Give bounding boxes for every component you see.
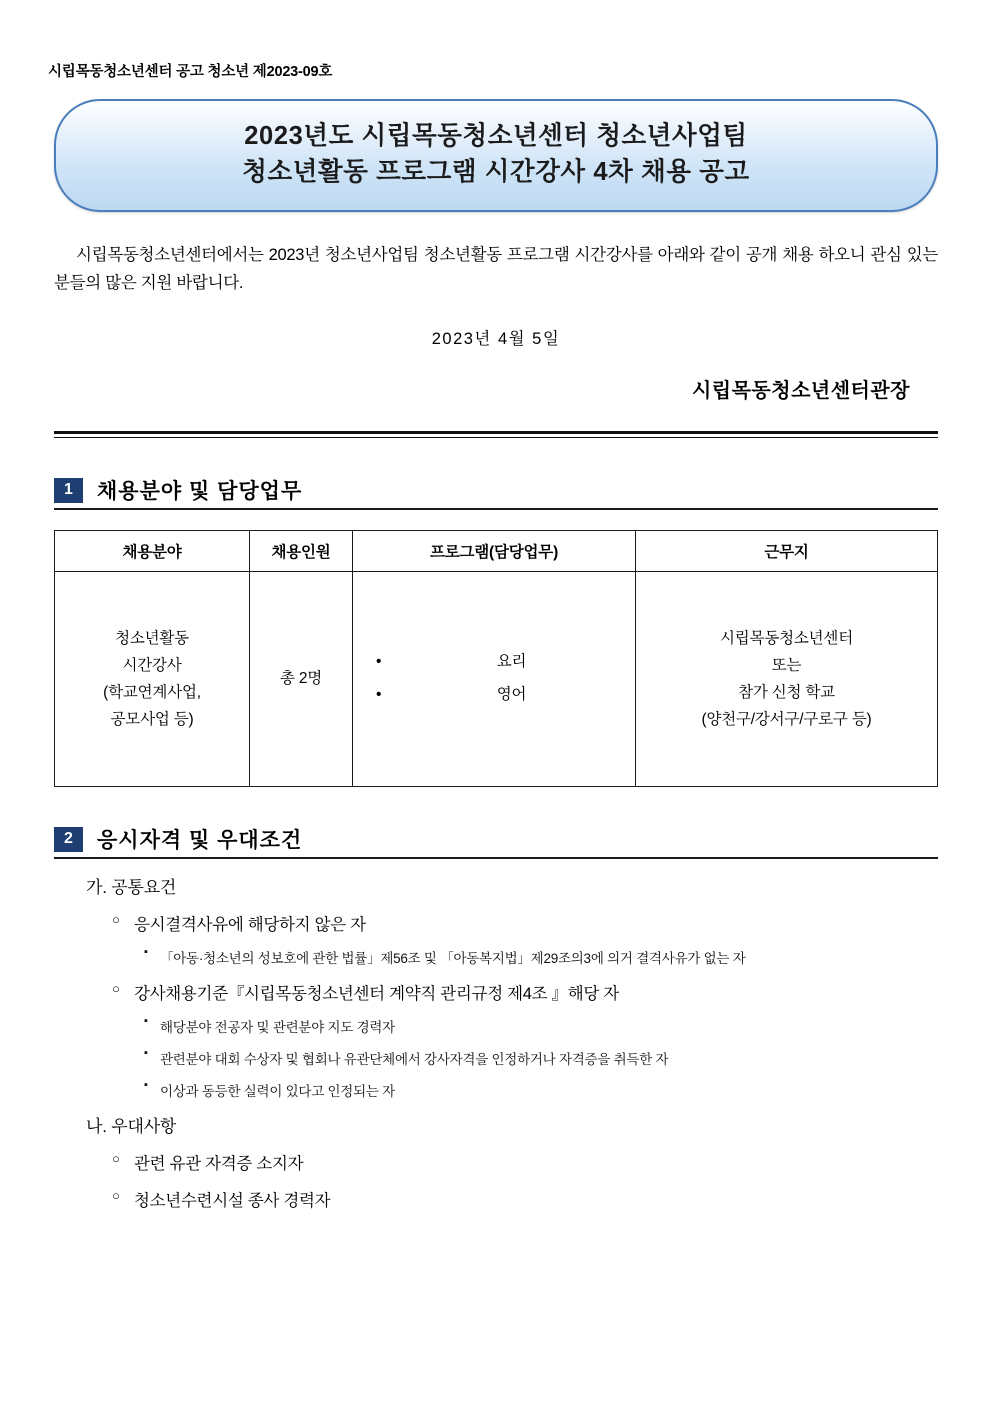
table-header-headcount: 채용인원 — [250, 530, 353, 571]
qualification-item: ○ 관련 유관 자격증 소지자 — [112, 1150, 938, 1174]
location-line-2: 또는 — [771, 656, 802, 674]
field-line-3: (학교연계사업, — [103, 683, 201, 701]
location-line-4: (양천구/강서구/구로구 등) — [701, 710, 872, 728]
program-item: • 영어 — [389, 679, 634, 712]
title-line-1: 2023년도 시립목동청소년센터 청소년사업팀 — [244, 122, 748, 150]
section-recruitment-field — [48, 478, 944, 787]
intro-paragraph: 시립목동청소년센터에서는 2023년 청소년사업팀 청소년활동 프로그램 시간강사를 아래와 같이 공개 채용 하오니 관심 있는 분들의 많은 지원 바랍니다. — [54, 246, 938, 292]
cell-location — [636, 571, 938, 786]
section2-header — [54, 827, 938, 859]
issuer-signature: 시립목동청소년센터관장 — [691, 379, 910, 402]
qualification-subitem: ▪ 이상과 동등한 실력이 있다고 인정되는 자 — [144, 1080, 938, 1100]
location-line-1: 시립목동청소년센터 — [720, 629, 853, 647]
location-line-3: 참가 신청 학교 — [738, 683, 835, 701]
section-qualifications — [48, 827, 944, 1211]
table-header-program: 프로그램(담당업무) — [353, 530, 636, 571]
qualification-item: ○ 응시결격사유에 해당하지 않은 자 — [112, 911, 938, 935]
announcement-date: 2023년 4월 5일 — [431, 329, 561, 348]
program-item: • 요리 — [389, 646, 634, 679]
qualification-subitem: ▪ 「아동·청소년의 성보호에 관한 법률」제56조 및 「아동복지법」제29조의3에 의거 결격사유가 없는 자 — [144, 947, 938, 967]
qualification-list — [54, 873, 938, 1211]
section1-header — [54, 478, 938, 510]
qualification-item: ○ 강사채용기준『시립목동청소년센터 계약직 관리규정 제4조 』해당 자 — [112, 980, 938, 1004]
title-banner — [54, 99, 938, 212]
qualification-subitem: ▪ 관련분야 대회 수상자 및 협회나 유관단체에서 강사자격을 인정하거나 자격증을 취득한 자 — [144, 1048, 938, 1068]
document-number: 시립목동청소년센터 공고 청소년 제2023-09호 — [48, 64, 333, 80]
qualification-subitem: ▪ 해당분야 전공자 및 관련분야 지도 경력자 — [144, 1016, 938, 1036]
table-header-row — [55, 530, 938, 571]
section1-title: 채용분야 및 담당업무 — [97, 479, 303, 503]
table-row — [55, 571, 938, 786]
section2-number: 2 — [54, 827, 83, 852]
qualification-group-label: 가. 공통요건 — [86, 877, 177, 897]
table-header-field: 채용분야 — [55, 530, 250, 571]
section1-number: 1 — [54, 478, 83, 503]
horizontal-divider — [54, 431, 938, 438]
qualification-item: ○ 청소년수련시설 종사 경력자 — [112, 1187, 938, 1211]
table-header-location: 근무지 — [636, 530, 938, 571]
cell-programs — [353, 571, 636, 786]
recruitment-table — [54, 530, 938, 787]
qualification-group-label: 나. 우대사항 — [86, 1116, 177, 1136]
section2-title: 응시자격 및 우대조건 — [97, 828, 303, 852]
field-line-1: 청소년활동 — [115, 629, 189, 647]
field-line-4: 공모사업 등) — [110, 710, 194, 728]
cell-headcount: 총 2명 — [250, 571, 353, 786]
field-line-2: 시간강사 — [122, 656, 182, 674]
cell-field — [55, 571, 250, 786]
title-line-2: 청소년활동 프로그램 시간강사 4차 채용 공고 — [242, 158, 750, 187]
